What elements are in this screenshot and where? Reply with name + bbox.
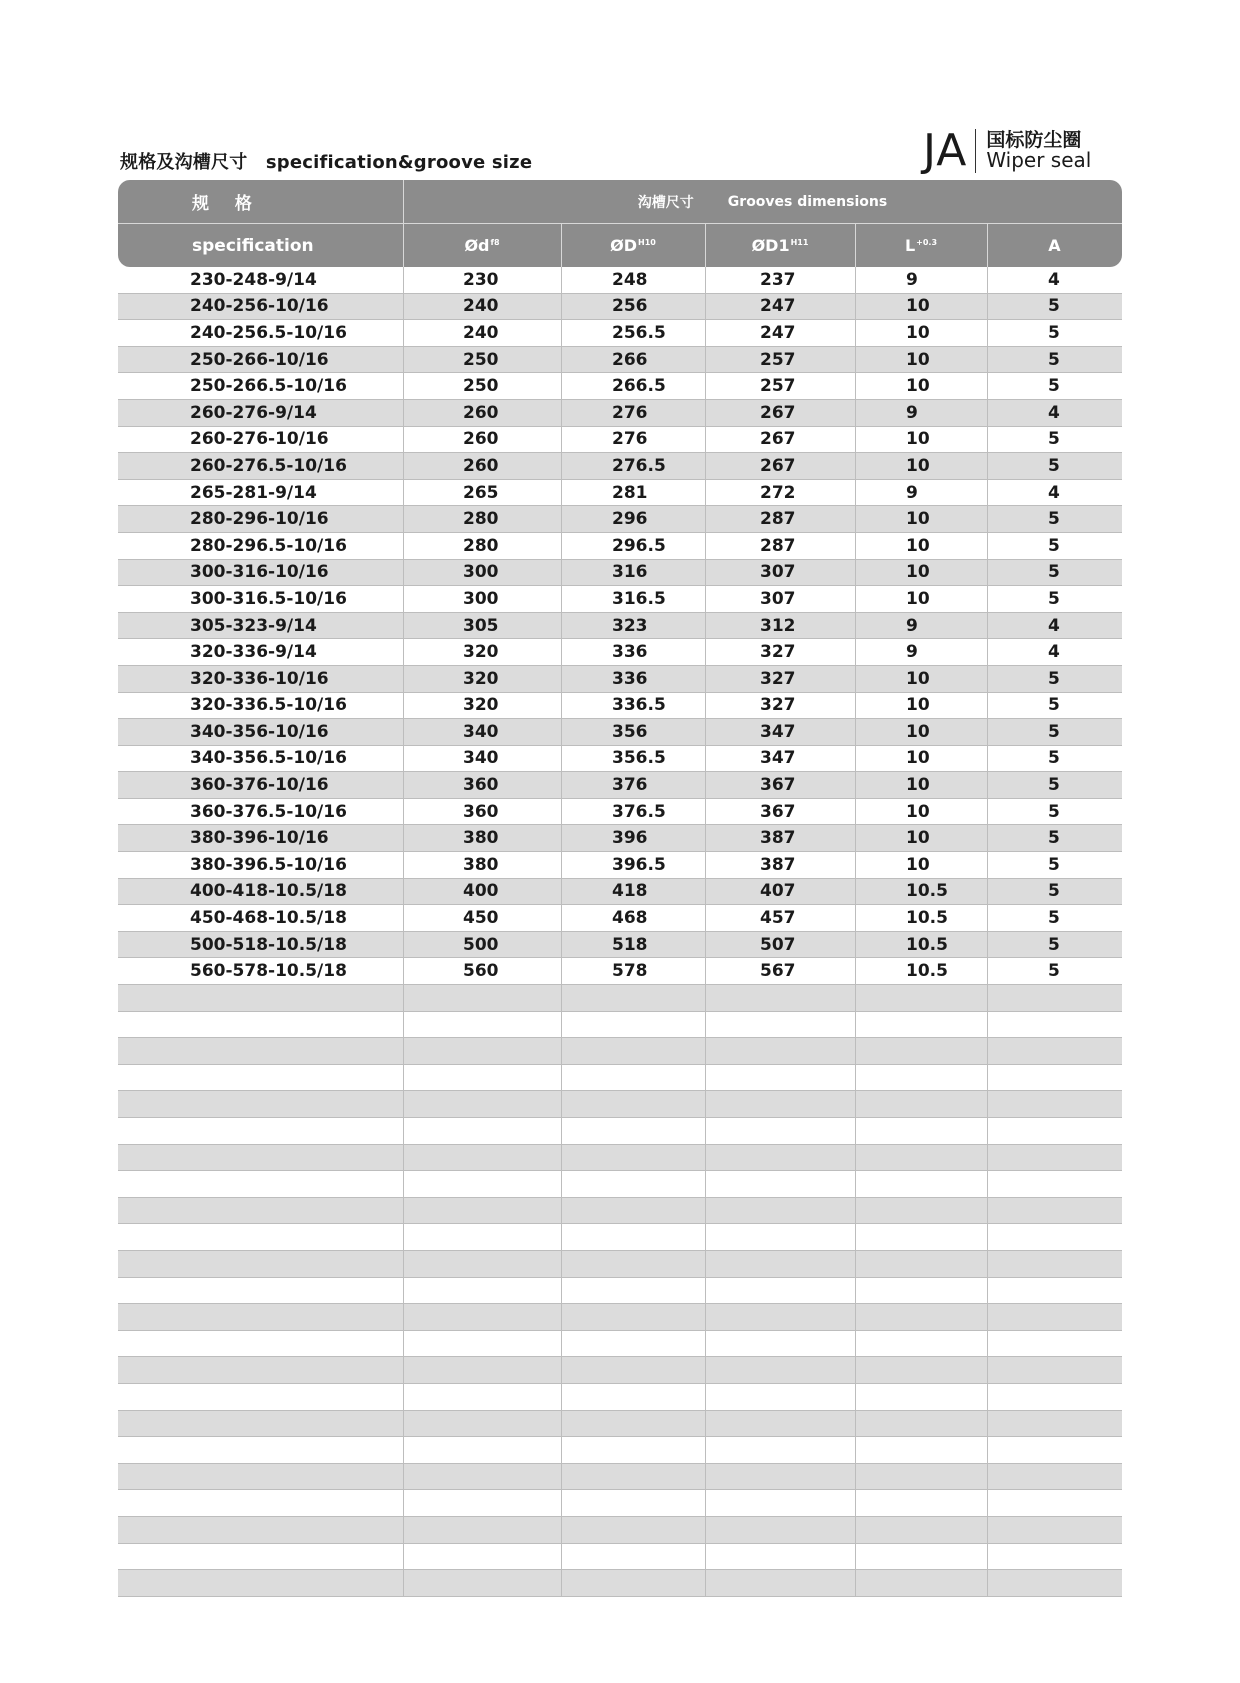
A-cell: 5 <box>1048 322 1060 343</box>
d-cell: 250 <box>463 376 499 397</box>
L-cell: 9 <box>906 269 918 290</box>
L-cell: 10 <box>906 562 930 583</box>
spec-cell: 360-376-10/16 <box>190 775 329 796</box>
A-cell: 4 <box>1048 482 1060 503</box>
d-cell: 380 <box>463 854 499 875</box>
A-cell: 5 <box>1048 801 1060 822</box>
D1-cell: 237 <box>760 269 796 290</box>
empty-table-row <box>118 985 1122 1012</box>
empty-table-row <box>118 1411 1122 1438</box>
empty-table-row <box>118 1198 1122 1225</box>
A-cell: 5 <box>1048 721 1060 742</box>
table-row <box>118 373 1122 400</box>
d-cell: 280 <box>463 535 499 556</box>
D-cell: 276 <box>612 429 648 450</box>
A-cell: 4 <box>1048 269 1060 290</box>
A-cell: 5 <box>1048 695 1060 716</box>
A-cell: 5 <box>1048 588 1060 609</box>
spec-table <box>118 180 1122 1597</box>
d-cell: 260 <box>463 455 499 476</box>
d-cell: 305 <box>463 615 499 636</box>
empty-table-row <box>118 1012 1122 1039</box>
empty-table-row <box>118 1357 1122 1384</box>
D-cell: 296.5 <box>612 535 666 556</box>
D1-cell: 247 <box>760 296 796 317</box>
spec-cell: 265-281-9/14 <box>190 482 317 503</box>
d-cell: 500 <box>463 934 499 955</box>
D-cell: 336.5 <box>612 695 666 716</box>
A-cell: 5 <box>1048 668 1060 689</box>
spec-cell: 500-518-10.5/18 <box>190 934 347 955</box>
table-row <box>118 267 1122 294</box>
A-cell: 5 <box>1048 854 1060 875</box>
D-cell: 336 <box>612 668 648 689</box>
D1-cell: 312 <box>760 615 796 636</box>
column-header-A <box>987 224 1122 267</box>
D-cell: 266.5 <box>612 376 666 397</box>
A-cell: 5 <box>1048 349 1060 370</box>
D1-cell: 507 <box>760 934 796 955</box>
table-row <box>118 852 1122 879</box>
spec-cell: 340-356.5-10/16 <box>190 748 347 769</box>
table-row <box>118 958 1122 985</box>
A-cell: 5 <box>1048 775 1060 796</box>
spec-cell: 250-266.5-10/16 <box>190 376 347 397</box>
A-cell: 5 <box>1048 961 1060 982</box>
product-name-en: Wiper seal <box>986 148 1092 173</box>
D1-cell: 327 <box>760 668 796 689</box>
D-cell: 316 <box>612 562 648 583</box>
table-row <box>118 453 1122 480</box>
D-cell: 336 <box>612 642 648 663</box>
D1-cell: 267 <box>760 455 796 476</box>
L-cell: 10 <box>906 854 930 875</box>
table-row <box>118 320 1122 347</box>
D-cell: 296 <box>612 509 648 530</box>
L-cell: 9 <box>906 642 918 663</box>
table-row <box>118 480 1122 507</box>
L-cell: 10 <box>906 349 930 370</box>
L-cell: 9 <box>906 402 918 423</box>
D1-cell: 567 <box>760 961 796 982</box>
L-cell: 10 <box>906 775 930 796</box>
table-row <box>118 719 1122 746</box>
L-cell: 10.5 <box>906 908 948 929</box>
spec-cell: 320-336-9/14 <box>190 642 317 663</box>
D-cell: 276.5 <box>612 455 666 476</box>
product-code: JA <box>923 129 976 173</box>
column-header-d <box>403 224 561 267</box>
d-cell: 320 <box>463 642 499 663</box>
L-cell: 10 <box>906 695 930 716</box>
d-cell: 340 <box>463 721 499 742</box>
table-row <box>118 294 1122 321</box>
table-row <box>118 639 1122 666</box>
d-cell: 250 <box>463 349 499 370</box>
section-title-en: specification&groove size <box>265 152 533 173</box>
product-names <box>976 128 1092 173</box>
spec-cell: 240-256-10/16 <box>190 296 329 317</box>
D-cell: 468 <box>612 908 648 929</box>
d-cell: 265 <box>463 482 499 503</box>
d-cell: 280 <box>463 509 499 530</box>
table-row <box>118 427 1122 454</box>
d-cell: 340 <box>463 748 499 769</box>
D-cell: 356.5 <box>612 748 666 769</box>
table-row <box>118 825 1122 852</box>
L-cell: 10 <box>906 588 930 609</box>
d-cell: 450 <box>463 908 499 929</box>
D-cell: 518 <box>612 934 648 955</box>
column-header-label: Ød <box>464 236 490 255</box>
D1-cell: 287 <box>760 509 796 530</box>
D-cell: 396.5 <box>612 854 666 875</box>
d-cell: 360 <box>463 775 499 796</box>
spec-header-en: specification <box>192 235 314 256</box>
D-cell: 316.5 <box>612 588 666 609</box>
D-cell: 323 <box>612 615 648 636</box>
D-cell: 276 <box>612 402 648 423</box>
spec-cell: 380-396.5-10/16 <box>190 854 347 875</box>
spec-cell: 300-316.5-10/16 <box>190 588 347 609</box>
spec-cell: 260-276.5-10/16 <box>190 455 347 476</box>
empty-table-row <box>118 1437 1122 1464</box>
table-row <box>118 746 1122 773</box>
D1-cell: 367 <box>760 775 796 796</box>
A-cell: 5 <box>1048 828 1060 849</box>
spec-cell: 230-248-9/14 <box>190 269 317 290</box>
d-cell: 260 <box>463 429 499 450</box>
column-header-label: ØD1 <box>751 236 790 255</box>
empty-table-row <box>118 1490 1122 1517</box>
spec-cell: 560-578-10.5/18 <box>190 961 347 982</box>
empty-table-row <box>118 1544 1122 1571</box>
empty-table-row <box>118 1171 1122 1198</box>
L-cell: 9 <box>906 482 918 503</box>
D1-cell: 347 <box>760 721 796 742</box>
L-cell: 10.5 <box>906 881 948 902</box>
empty-table-row <box>118 1384 1122 1411</box>
D1-cell: 457 <box>760 908 796 929</box>
A-cell: 5 <box>1048 455 1060 476</box>
d-cell: 560 <box>463 961 499 982</box>
spec-cell: 450-468-10.5/18 <box>190 908 347 929</box>
spec-cell: 320-336-10/16 <box>190 668 329 689</box>
column-header-label: L <box>904 236 916 255</box>
empty-table-row <box>118 1331 1122 1358</box>
D-cell: 248 <box>612 269 648 290</box>
empty-table-row <box>118 1065 1122 1092</box>
empty-table-row <box>118 1304 1122 1331</box>
product-brand <box>923 126 1091 176</box>
L-cell: 10.5 <box>906 934 948 955</box>
d-cell: 240 <box>463 322 499 343</box>
D1-cell: 327 <box>760 642 796 663</box>
A-cell: 4 <box>1048 402 1060 423</box>
table-row <box>118 560 1122 587</box>
empty-table-row <box>118 1464 1122 1491</box>
d-cell: 360 <box>463 801 499 822</box>
table-row <box>118 400 1122 427</box>
D-cell: 418 <box>612 881 648 902</box>
D1-cell: 257 <box>760 376 796 397</box>
table-row <box>118 879 1122 906</box>
D1-cell: 327 <box>760 695 796 716</box>
A-cell: 5 <box>1048 429 1060 450</box>
A-cell: 4 <box>1048 642 1060 663</box>
column-header-label: ØD <box>610 236 638 255</box>
L-cell: 10 <box>906 322 930 343</box>
product-name-cn: 国标防尘圈 <box>986 128 1082 151</box>
d-cell: 400 <box>463 881 499 902</box>
D-cell: 396 <box>612 828 648 849</box>
A-cell: 5 <box>1048 509 1060 530</box>
d-cell: 260 <box>463 402 499 423</box>
A-cell: 4 <box>1048 615 1060 636</box>
spec-cell: 240-256.5-10/16 <box>190 322 347 343</box>
empty-table-row <box>118 1038 1122 1065</box>
d-cell: 230 <box>463 269 499 290</box>
A-cell: 5 <box>1048 881 1060 902</box>
table-row <box>118 799 1122 826</box>
L-cell: 10.5 <box>906 961 948 982</box>
D-cell: 356 <box>612 721 648 742</box>
empty-table-row <box>118 1224 1122 1251</box>
D-cell: 256 <box>612 296 648 317</box>
empty-table-row <box>118 1251 1122 1278</box>
L-cell: 10 <box>906 748 930 769</box>
D-cell: 376 <box>612 775 648 796</box>
D1-cell: 272 <box>760 482 796 503</box>
table-row <box>118 613 1122 640</box>
d-cell: 240 <box>463 296 499 317</box>
L-cell: 10 <box>906 828 930 849</box>
section-title-cn: 规格及沟槽尺寸 <box>120 152 248 173</box>
table-row <box>118 506 1122 533</box>
column-header-D <box>561 224 705 267</box>
D1-cell: 287 <box>760 535 796 556</box>
table-row <box>118 666 1122 693</box>
spec-cell: 400-418-10.5/18 <box>190 881 347 902</box>
table-row <box>118 932 1122 959</box>
D-cell: 578 <box>612 961 648 982</box>
spec-cell: 250-266-10/16 <box>190 349 329 370</box>
table-body <box>118 267 1122 1597</box>
groove-header <box>403 180 1122 223</box>
empty-table-row <box>118 1145 1122 1172</box>
D1-cell: 267 <box>760 429 796 450</box>
d-cell: 300 <box>463 588 499 609</box>
d-cell: 320 <box>463 668 499 689</box>
D1-cell: 257 <box>760 349 796 370</box>
D1-cell: 307 <box>760 588 796 609</box>
D1-cell: 267 <box>760 402 796 423</box>
D1-cell: 347 <box>760 748 796 769</box>
spec-cell: 380-396-10/16 <box>190 828 329 849</box>
L-cell: 10 <box>906 535 930 556</box>
spec-cell: 360-376.5-10/16 <box>190 801 347 822</box>
A-cell: 5 <box>1048 748 1060 769</box>
L-cell: 9 <box>906 615 918 636</box>
D1-cell: 307 <box>760 562 796 583</box>
table-row <box>118 533 1122 560</box>
L-cell: 10 <box>906 509 930 530</box>
D-cell: 281 <box>612 482 648 503</box>
L-cell: 10 <box>906 801 930 822</box>
column-header-L <box>855 224 987 267</box>
table-row <box>118 347 1122 374</box>
D-cell: 256.5 <box>612 322 666 343</box>
D-cell: 376.5 <box>612 801 666 822</box>
L-cell: 10 <box>906 668 930 689</box>
table-row <box>118 693 1122 720</box>
A-cell: 5 <box>1048 934 1060 955</box>
column-header-label: A <box>1048 236 1061 255</box>
D1-cell: 387 <box>760 854 796 875</box>
D1-cell: 407 <box>760 881 796 902</box>
D1-cell: 367 <box>760 801 796 822</box>
table-row <box>118 586 1122 613</box>
spec-cell: 320-336.5-10/16 <box>190 695 347 716</box>
section-title <box>120 148 532 174</box>
spec-cell: 300-316-10/16 <box>190 562 329 583</box>
column-header-D1 <box>705 224 855 267</box>
L-cell: 10 <box>906 429 930 450</box>
empty-table-row <box>118 1517 1122 1544</box>
spec-cell: 260-276-10/16 <box>190 429 329 450</box>
A-cell: 5 <box>1048 562 1060 583</box>
table-header <box>118 180 1122 267</box>
empty-table-row <box>118 1278 1122 1305</box>
A-cell: 5 <box>1048 535 1060 556</box>
L-cell: 10 <box>906 296 930 317</box>
spec-cell: 305-323-9/14 <box>190 615 317 636</box>
A-cell: 5 <box>1048 296 1060 317</box>
table-row <box>118 772 1122 799</box>
groove-header-en: Grooves dimensions <box>727 193 888 210</box>
d-cell: 320 <box>463 695 499 716</box>
D1-cell: 387 <box>760 828 796 849</box>
L-cell: 10 <box>906 455 930 476</box>
spec-cell: 280-296-10/16 <box>190 509 329 530</box>
d-cell: 300 <box>463 562 499 583</box>
column-header-tolerance: H10 <box>638 238 656 247</box>
groove-header-cn: 沟槽尺寸 <box>637 194 694 211</box>
empty-table-row <box>118 1091 1122 1118</box>
L-cell: 10 <box>906 721 930 742</box>
L-cell: 10 <box>906 376 930 397</box>
spec-cell: 260-276-9/14 <box>190 402 317 423</box>
spec-cell: 280-296.5-10/16 <box>190 535 347 556</box>
D1-cell: 247 <box>760 322 796 343</box>
column-header-tolerance: +0.3 <box>916 238 938 247</box>
table-row <box>118 905 1122 932</box>
d-cell: 380 <box>463 828 499 849</box>
column-header-tolerance: H11 <box>790 238 809 247</box>
column-header-tolerance: f8 <box>490 238 500 247</box>
A-cell: 5 <box>1048 908 1060 929</box>
empty-table-row <box>118 1570 1122 1597</box>
A-cell: 5 <box>1048 376 1060 397</box>
spec-cell: 340-356-10/16 <box>190 721 329 742</box>
D-cell: 266 <box>612 349 648 370</box>
empty-table-row <box>118 1118 1122 1145</box>
spec-header-cn: 规 格 <box>192 194 262 214</box>
